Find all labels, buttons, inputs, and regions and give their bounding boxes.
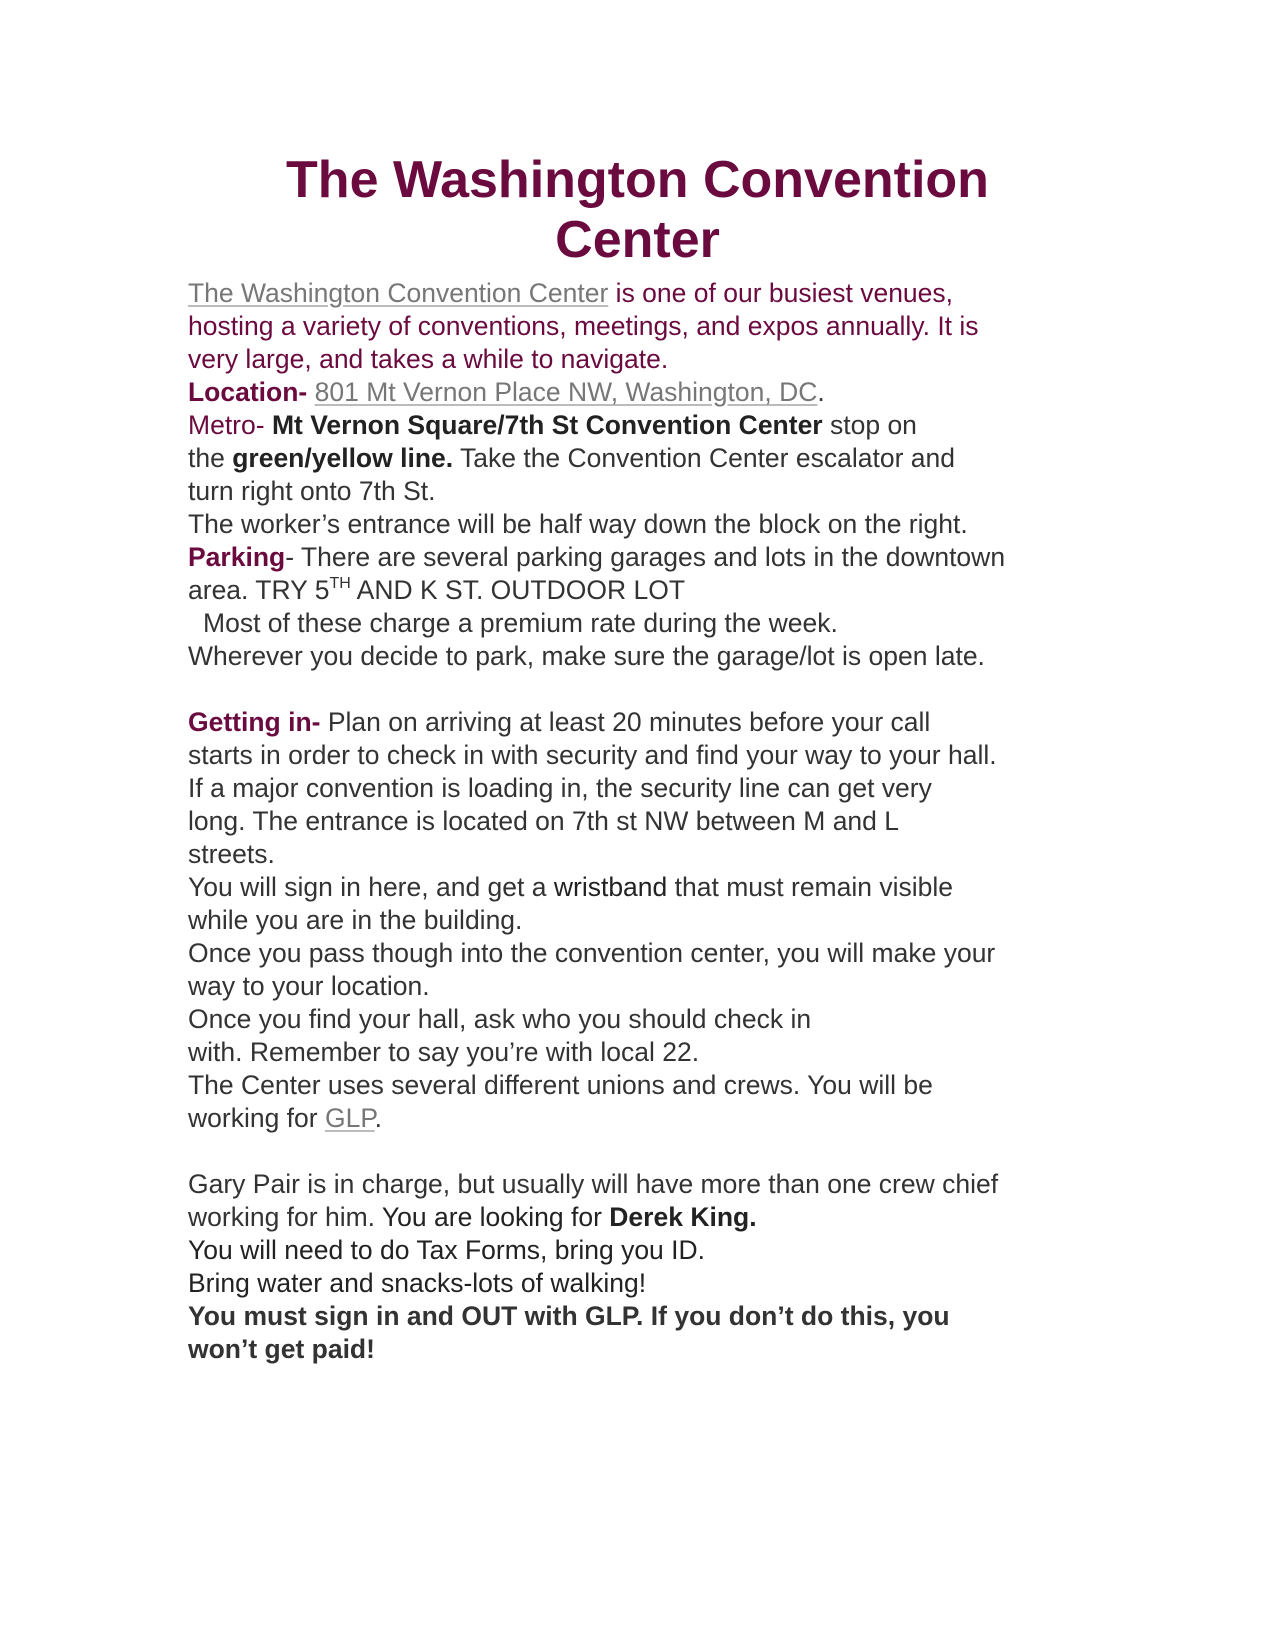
parking-line-4: Wherever you decide to park, make sure the garage/lot is open late.	[188, 641, 985, 671]
intro-line-1: The Washington Convention Center is one of our busiest venues,	[188, 278, 954, 308]
parking-line-1: Parking- There are several parking garages and lots in the downtown	[188, 542, 1006, 572]
glp-link[interactable]: GLP	[324, 1103, 375, 1133]
getting-in-line-7: while you are in the building.	[188, 905, 523, 935]
location-label: Location-	[188, 377, 308, 407]
convention-center-link[interactable]: The Washington Convention Center	[188, 278, 609, 308]
crew-line-3: You will need to do Tax Forms, bring you ID.	[188, 1235, 706, 1265]
metro-stop: Mt Vernon Square/7th St Convention Center	[271, 410, 823, 440]
getting-in-line-1: Getting in- Plan on arriving at least 20 minutes before your call	[188, 707, 931, 737]
location-line: Location- 801 Mt Vernon Place NW, Washington, DC.	[188, 377, 825, 407]
page-title	[170, 150, 1105, 270]
metro-label: Metro-	[188, 410, 265, 440]
metro-line-4: The worker’s entrance will be half way down the block on the right.	[188, 509, 968, 539]
title-line-1: The Washington Convention	[286, 151, 989, 209]
crew-line-1: Gary Pair is in charge, but usually will have more than one crew chief	[188, 1169, 999, 1199]
title-line-2: Center	[555, 211, 720, 269]
getting-in-line-10: Once you find your hall, ask who you should check in	[188, 1004, 812, 1034]
metro-line-2: the green/yellow line. Take the Convention Center escalator and	[188, 443, 955, 473]
spacer	[188, 1135, 1188, 1168]
metro-line-color: green/yellow line.	[232, 443, 454, 473]
parking-line-3: Most of these charge a premium rate during the week.	[203, 608, 838, 638]
getting-in-line-4: long. The entrance is located on 7th st NW between M and L	[188, 806, 900, 836]
getting-in-label: Getting in-	[188, 707, 321, 737]
address-link[interactable]: 801 Mt Vernon Place NW, Washington, DC	[314, 377, 818, 407]
intro-line-2: hosting a variety of conventions, meetings, and expos annually. It is	[188, 311, 979, 341]
getting-in-line-2: starts in order to check in with security and find your way to your hall.	[188, 740, 997, 770]
getting-in-line-3: If a major convention is loading in, the security line can get very	[188, 773, 932, 803]
warning-line-2: won’t get paid!	[188, 1334, 375, 1364]
document-body	[188, 277, 1188, 1366]
getting-in-line-12: The Center uses several different unions and crews. You will be	[188, 1070, 933, 1100]
getting-in-line-6: You will sign in here, and get a wristband that must remain visible	[188, 872, 953, 902]
warning-line-1: You must sign in and OUT with GLP. If you don’t do this, you	[188, 1301, 950, 1331]
metro-line-3: turn right onto 7th St.	[188, 476, 436, 506]
crew-line-4: Bring water and snacks-lots of walking!	[188, 1268, 647, 1298]
wristband-text: wristband	[553, 872, 668, 902]
metro-line-1: Metro- Mt Vernon Square/7th St Convention Center stop on	[188, 410, 917, 440]
parking-label: Parking	[188, 542, 286, 572]
getting-in-line-5: streets.	[188, 839, 275, 869]
getting-in-line-8: Once you pass though into the convention center, you will make your	[188, 938, 996, 968]
spacer	[188, 673, 1188, 706]
parking-superscript: TH	[329, 575, 351, 592]
getting-in-line-11: with. Remember to say you’re with local 22.	[188, 1037, 700, 1067]
getting-in-line-13: working for GLP.	[188, 1103, 382, 1133]
intro-line-3: very large, and takes a while to navigate.	[188, 344, 669, 374]
crew-line-2: working for him. You are looking for Derek King.	[188, 1202, 757, 1232]
parking-line-2: area. TRY 5TH AND K ST. OUTDOOR LOT	[188, 575, 686, 605]
getting-in-line-9: way to your location.	[188, 971, 430, 1001]
crew-chief-name: Derek King.	[609, 1202, 757, 1232]
